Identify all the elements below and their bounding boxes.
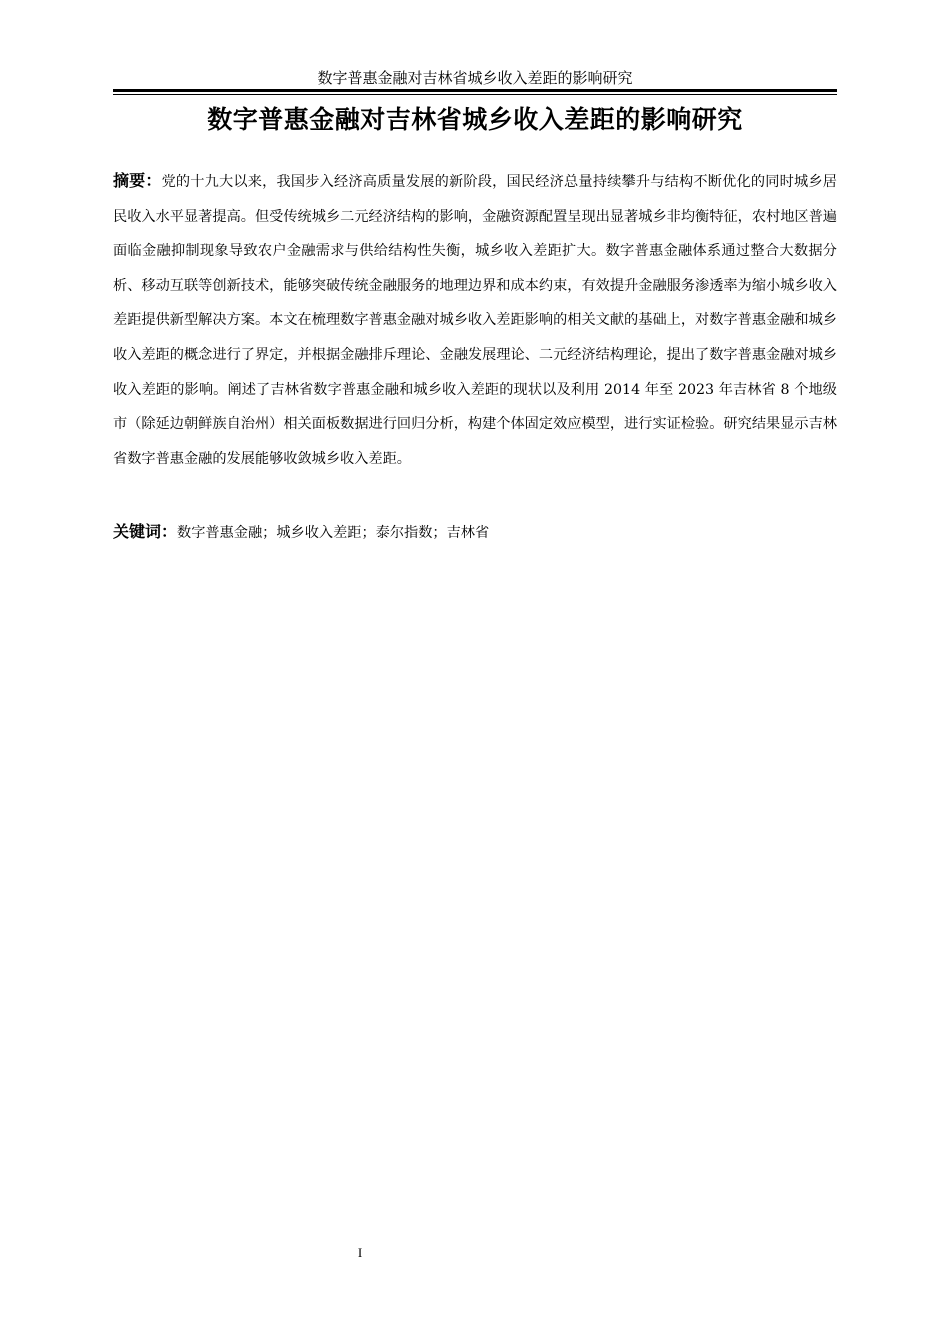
abstract-label: 摘要： — [113, 171, 162, 190]
running-header: 数字普惠金融对吉林省城乡收入差距的影响研究 — [317, 69, 633, 87]
keywords-text: 数字普惠金融；城乡收入差距；泰尔指数；吉林省 — [177, 525, 490, 541]
page-number: I — [357, 1245, 363, 1260]
keywords-label: 关键词： — [113, 522, 178, 541]
header-rule-thick — [113, 89, 837, 92]
abstract-paragraph — [113, 164, 837, 476]
header-rule-thin — [113, 94, 837, 95]
keywords-paragraph — [113, 515, 837, 550]
abstract-text: 党的十九大以来，我国步入经济高质量发展的新阶段，国民经济总量持续攀升与结构不断优化的同时城乡居民收入水平显著提高。但受传统城乡二元经济结构的影响，金融资源配置呈现出显著城乡非均衡特征，农村地区普遍面临金融抑制现象导致农户金融需求与供给结构性失衡，城乡收入差距扩大。数字普惠金融体系通过整合大数据分析、移动互联等创新技术，能够突破传统金融服务的地理边界和成本约束，有效提升金融服务渗透率为缩小城乡收入差距提供新型解决方案。本文在梳理数字普惠金融对城乡收入差距影响的相关文献的基础上，对数字普惠金融和城乡收入差距的概念进行了界定，并根据金融排斥理论、金融发展理论、二元经济结构理论，提出了数字普惠金融对城乡收入差距的影响。阐述了吉林省数字普惠金融和城乡收入差距的现状以及利用 2014 年至 2023 年吉林省 8 个地级市（除延边朝鲜族自治州）相关面板数据进行回归分析，构建个体固定效应模型，进行实证检验。研究结果显示吉林省数字普惠金融的发展能够收敛城乡收入差距。 — [113, 174, 837, 467]
document-title: 数字普惠金融对吉林省城乡收入差距的影响研究 — [207, 105, 743, 134]
